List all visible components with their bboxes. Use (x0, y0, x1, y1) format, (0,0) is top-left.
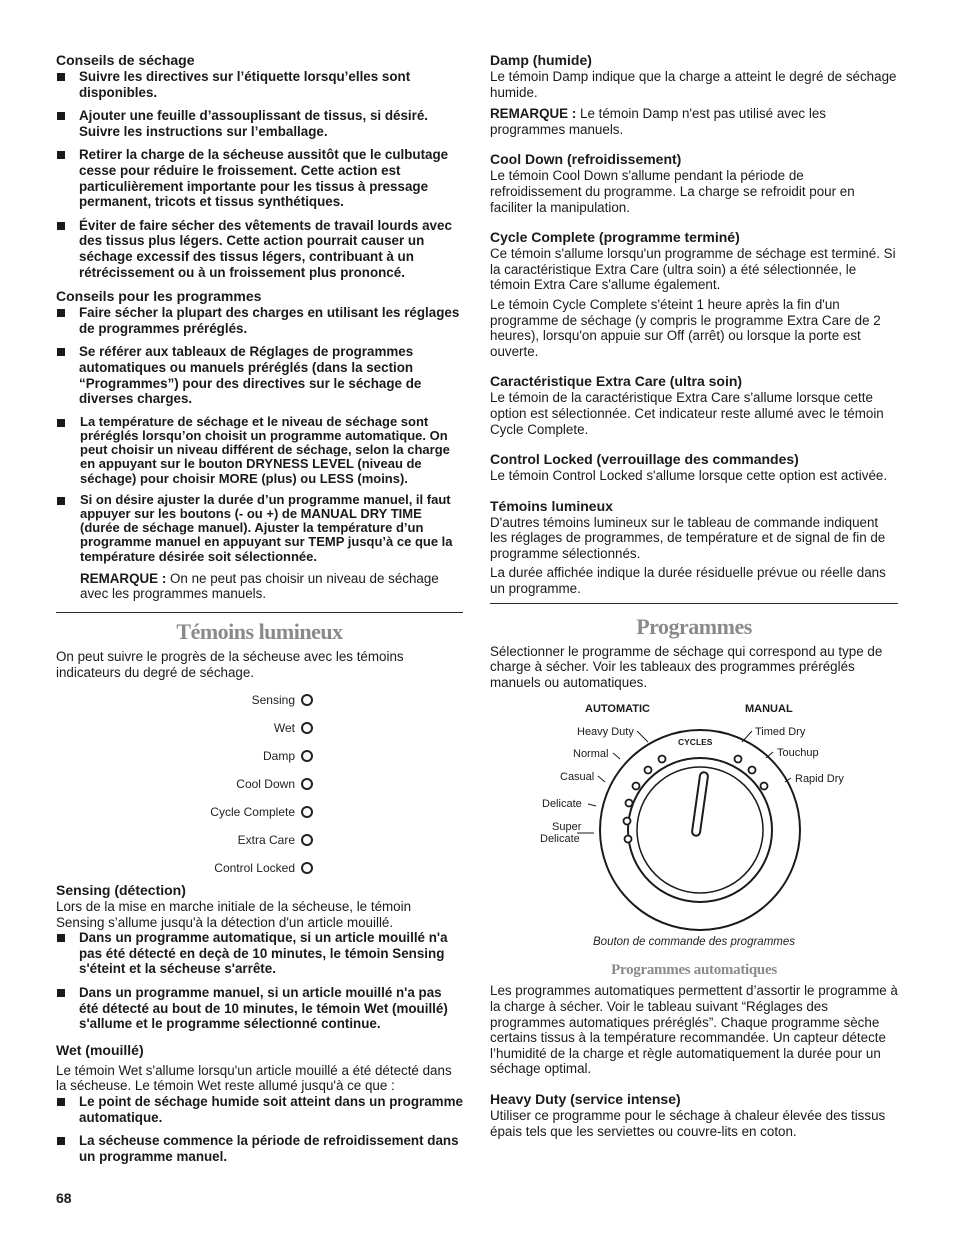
damp-text: Le témoin Damp indique que la charge a atteint le degré de séchage humide. (490, 69, 897, 100)
heading-wet: Wet (mouillé) (56, 1041, 144, 1058)
extra-care-text: Le témoin de la caractéristique Extra Care s'allume lorsque cette option est sélectionnée. Cet indicateur reste allumé avec le témoin Cycle Complete. (490, 390, 884, 437)
cycle-complete-text-2: Le témoin Cycle Complete s'éteint 1 heure après la fin d'un programme de séchage (y compris le programme Extra Care de 2 heures), lorsqu'on appuie sur Off (arrêt) ou lorsque la porte est ouverte. (490, 296, 881, 359)
indicator-control-locked: Control Locked (56, 854, 463, 882)
dial-label-automatic: AUTOMATIC (585, 703, 650, 716)
dial-label-timed-dry: Timed Dry (755, 726, 806, 739)
indicator-list (56, 686, 463, 882)
list-item: La température de séchage et le niveau de séchage sont préréglés lorsqu’on choisit un programme automatique. On peut choisir un niveau différent de séchage, selon la charge en appuyant sur le bouton DRYNESS LEVEL (niveau de séchage) pour choisir MORE (plus) ou LESS (moins). (56, 415, 463, 486)
heading-sensing: Sensing (détection) (56, 882, 186, 899)
dial-label-super-delicate: Delicate (540, 833, 580, 846)
section-divider (56, 612, 463, 613)
list-item: Suivre les directives sur l’étiquette lorsqu’elles sont disponibles. (56, 69, 463, 100)
heavy-duty-text: Utiliser ce programme pour le séchage à chaleur élevée des tissus épais tels que les serviettes ou couvre-lits en coton. (490, 1108, 886, 1139)
dial-label-normal: Normal (573, 748, 609, 761)
bullet-icon (57, 151, 65, 159)
heading-extra-care: Caractéristique Extra Care (ultra soin) (490, 373, 743, 390)
indicator-wet: Wet (56, 714, 463, 742)
wet-text: Le témoin Wet s'allume lorsqu'un article mouillé a été détecté dans la sécheuse. Le témoin Wet reste allumé jusqu'à ce que : (56, 1062, 452, 1094)
indicator-light-icon (301, 862, 313, 874)
dial-label-touchup: Touchup (777, 747, 819, 760)
heading-conseils-programmes: Conseils pour les programmes (56, 288, 262, 305)
damp-note: REMARQUE : Le témoin Damp n'est pas utilisé avec les programmes manuels. (490, 106, 826, 137)
list-sensing (56, 930, 463, 1032)
temoins-text-1: D'autres témoins lumineux sur le tableau de commande indiquent les réglages de programmes, de température et de signal de fin de programme sélectionnés. (490, 514, 886, 561)
bullet-icon (57, 1098, 65, 1106)
bullet-icon (57, 1137, 65, 1145)
heading-cycle-complete: Cycle Complete (programme terminé) (490, 229, 740, 246)
list-item: La sécheuse commence la période de refroidissement dans un programme manuel. (56, 1133, 463, 1164)
auto-text: Les programmes automatiques permettent d’assortir le programme à la charge à sécher. Voir le tableau suivant “Réglages des programmes automatiques préréglés”. Chaque programme sèche certains tissus à la température recommandée. Un capteur détecte l’humidité de la charge et règle automatiquement la durée pour un séchage optimal. (490, 983, 898, 1077)
left-column (56, 52, 463, 1172)
subsection-title-auto: Programmes automatiques (611, 962, 777, 979)
indicator-cycle-complete: Cycle Complete (56, 798, 463, 826)
list-item: Le point de séchage humide soit atteint dans un programme automatique. (56, 1094, 463, 1125)
indicator-light-icon (301, 778, 313, 790)
section-title-temoins: Témoins lumineux (176, 618, 343, 644)
list-item: Dans un programme manuel, si un article mouillé n'a pas été détecté au bout de 10 minutes, le témoin Wet (mouillé) s'allume et le programme sélectionné continue. (56, 985, 463, 1032)
heading-temoins-lumineux: Témoins lumineux (490, 497, 613, 514)
list-item: Ajouter une feuille d’assouplissant de tissus, si désiré. Suivre les instructions sur l’emballage. (56, 108, 463, 139)
indicator-damp: Damp (56, 742, 463, 770)
list-conseils-programmes (56, 305, 463, 407)
list-item: Éviter de faire sécher des vêtements de travail lourds avec des tissus plus légers. Cette action pourrait causer un séchage excessif des tissus légers, contribuant à un rétrécissement ou à un froissement plus prononcé. (56, 218, 463, 280)
bullet-icon (57, 348, 65, 356)
cycle-light-icon (749, 767, 756, 774)
bullet-icon (57, 222, 65, 230)
list-item: Dans un programme automatique, si un article mouillé n'a pas été détecté en deçà de 10 minutes, le témoin Sensing s'éteint et la sécheuse s'arrête. (56, 930, 463, 977)
bullet-icon (57, 989, 65, 997)
bullet-icon (57, 112, 65, 120)
pointer-line (598, 776, 605, 782)
section-title-programmes: Programmes (636, 613, 752, 639)
cool-down-text: Le témoin Cool Down s'allume pendant la période de refroidissement du programme. La charge se refroidit pour en faciliter la manipulation. (490, 168, 855, 215)
list-item: Si on désire ajuster la durée d’un programme manuel, il faut appuyer sur les boutons (- ou +) de MANUAL DRY TIME (durée de séchage manuel). Ajuster la température d’un programme manuel en appuyant sur TEMP jusqu’à ce que la température désirée soit sélectionnée. (56, 493, 463, 564)
indicator-light-icon (301, 834, 313, 846)
pointer-line (588, 804, 596, 806)
dial-label-casual: Casual (560, 771, 595, 784)
list-item: Se référer aux tableaux de Réglages de programmes automatiques ou manuels préréglés (dans la section “Programmes”) pour des directives sur le séchage de diverses charges. (56, 344, 463, 406)
cycle-light-icon (626, 800, 633, 807)
heading-control-locked: Control Locked (verrouillage des commandes) (490, 451, 799, 468)
temoins-text-2: La durée affichée indique la durée résiduelle prévue ou réelle dans un programme. (490, 565, 886, 597)
bullet-icon (57, 73, 65, 81)
dial-label-cycles: CYCLES (678, 737, 713, 748)
dial-label-heavy-duty: Heavy Duty (577, 726, 634, 739)
cycle-light-icon (761, 783, 768, 790)
indicator-light-icon (301, 806, 313, 818)
pointer-line (613, 753, 620, 759)
indicator-light-icon (301, 750, 313, 762)
indicator-extra-care: Extra Care (56, 826, 463, 854)
heading-damp: Damp (humide) (490, 52, 592, 68)
section-divider (490, 603, 898, 604)
indicator-light-icon (301, 694, 313, 706)
list-conseils-sechage (56, 69, 463, 280)
page-number: 68 (56, 1190, 72, 1206)
pointer-line (637, 731, 648, 742)
temoins-intro: On peut suivre le progrès de la sécheuse avec les témoins indicateurs du degré de séchage. (56, 648, 404, 680)
bullet-icon (57, 419, 65, 427)
list-item: Faire sécher la plupart des charges en utilisant les réglages de programmes préréglés. (56, 305, 463, 336)
cycle-light-icon (633, 783, 640, 790)
heading-heavy-duty: Heavy Duty (service intense) (490, 1091, 681, 1107)
note-manuels: REMARQUE : On ne peut pas choisir un niveau de séchage avec les programmes manuels. (80, 570, 439, 602)
programmes-intro: Sélectionner le programme de séchage qui correspond au type de charge à sécher. Voir les tableaux des programmes préréglés manuels ou automatiques. (490, 643, 883, 690)
bullet-icon (57, 497, 65, 505)
heading-cool-down: Cool Down (refroidissement) (490, 151, 682, 168)
cycle-light-icon (645, 767, 652, 774)
dial-label-manual: MANUAL (745, 703, 793, 716)
indicator-light-icon (301, 722, 313, 734)
dial-caption: Bouton de commande des programmes (593, 936, 795, 949)
cycle-light-icon (735, 756, 742, 763)
list-wet (56, 1094, 463, 1164)
heading-conseils-sechage: Conseils de séchage (56, 52, 195, 68)
bullet-icon (57, 934, 65, 942)
sensing-text: Lors de la mise en marche initiale de la sécheuse, le témoin Sensing s’allume jusqu'à la détection d'un article mouillé. (56, 899, 412, 930)
cycle-complete-text-1: Ce témoin s'allume lorsqu'un programme de séchage est terminé. Si la caractéristique Extra Care (ultra soin) a été sélectionnée, le témoin Extra Care s'allume également. (490, 246, 896, 293)
cycle-dial-illustration (490, 700, 898, 932)
sublist-conseils-programmes (56, 415, 463, 564)
cycle-dial-svg (490, 700, 898, 932)
dial-label-delicate: Delicate (542, 798, 582, 811)
indicator-cool-down: Cool Down (56, 770, 463, 798)
cycle-light-icon (625, 836, 632, 843)
cycle-light-icon (659, 756, 666, 763)
list-item: Retirer la charge de la sécheuse aussitôt que le culbutage cesse pour réduire le froissement. Cette action est particulièrement importante pour les tissus à pressage permanent, tricots et tissus synthétiques. (56, 147, 463, 209)
dial-pointer (692, 772, 709, 836)
cycle-light-icon (624, 818, 631, 825)
indicator-sensing: Sensing (56, 686, 463, 714)
dial-label-super: Super (552, 821, 582, 834)
control-locked-text: Le témoin Control Locked s'allume lorsque cette option est activée. (490, 468, 888, 484)
right-column (490, 52, 898, 1139)
bullet-icon (57, 309, 65, 317)
dial-label-rapid-dry: Rapid Dry (795, 773, 844, 786)
